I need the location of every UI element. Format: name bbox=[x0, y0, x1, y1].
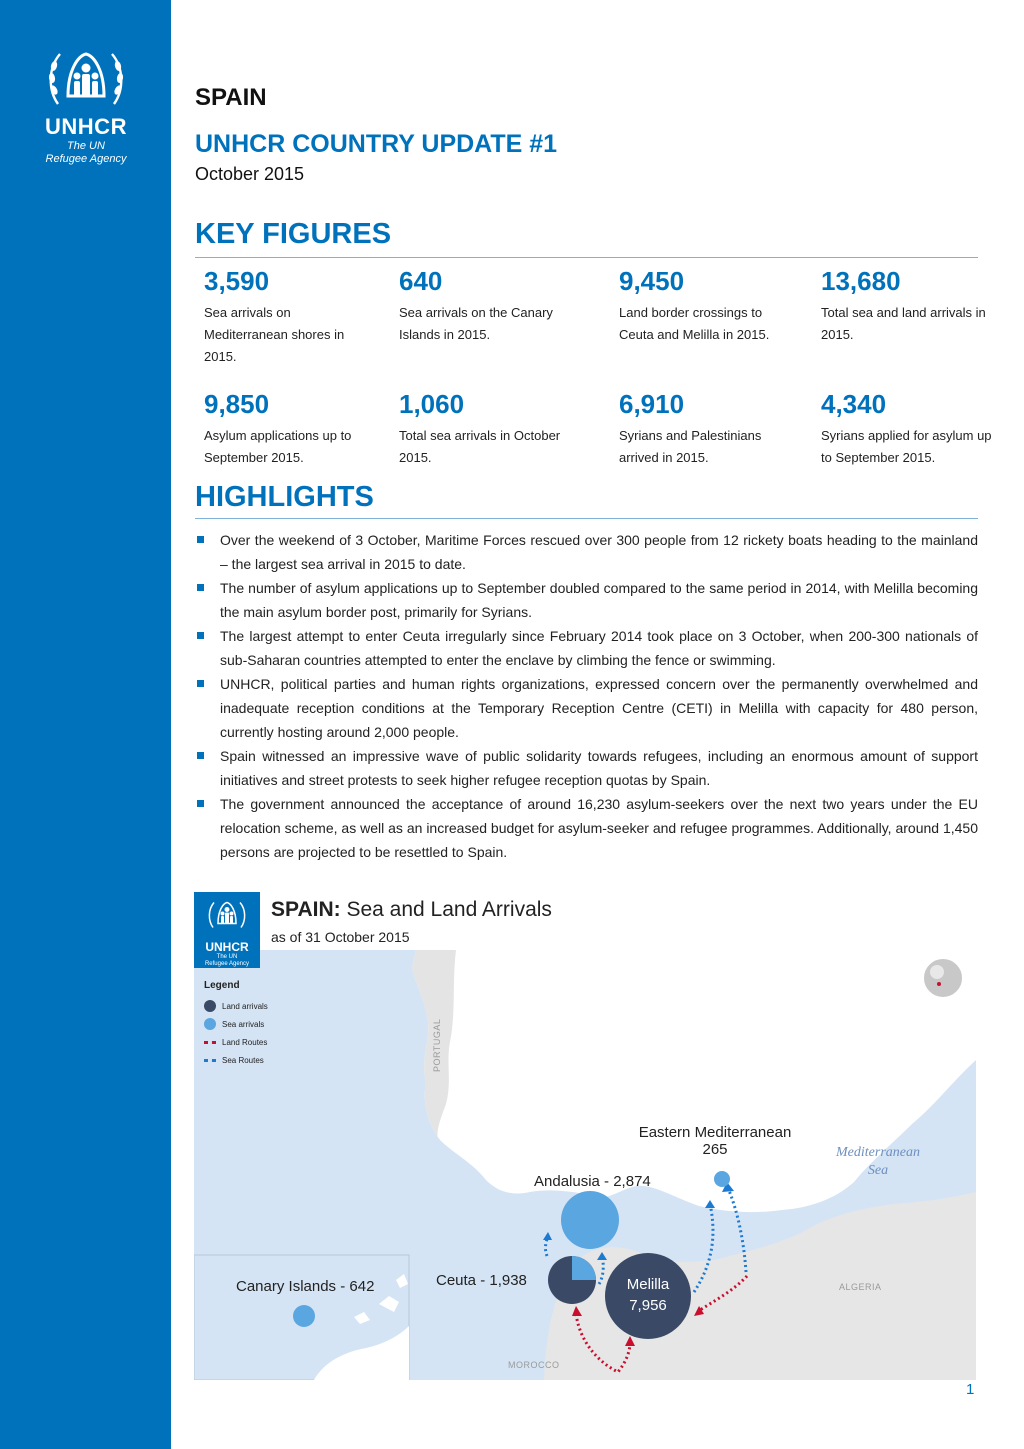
highlights-divider bbox=[195, 518, 978, 519]
highlight-text: Spain witnessed an impressive wave of public solidarity towards refugees, including an enormous amount of support initiatives and street protests to seek higher refugee reception quotas by Spain. bbox=[220, 748, 978, 788]
east-med-value: 265 bbox=[702, 1141, 728, 1158]
highlight-item bbox=[195, 744, 978, 792]
legend-label: Sea Routes bbox=[222, 1055, 264, 1065]
key-figure-value: 1,060 bbox=[399, 389, 465, 419]
bullet-icon bbox=[197, 752, 204, 759]
map-logo-tagline-1: The UN bbox=[216, 954, 238, 960]
highlight-item bbox=[195, 624, 978, 672]
key-figure-label: Sea arrivals on the Canary Islands in 2015. bbox=[399, 305, 553, 342]
key-figure bbox=[619, 389, 804, 469]
andalusia-arrivals-bubble bbox=[561, 1191, 619, 1249]
highlight-item bbox=[195, 528, 978, 576]
key-figure bbox=[619, 266, 804, 346]
map-logo-tagline-2: Refugee Agency bbox=[204, 961, 250, 967]
key-figure-value: 6,910 bbox=[619, 389, 685, 419]
unhcr-emblem-icon bbox=[44, 46, 128, 112]
key-figure bbox=[399, 266, 584, 346]
page-number: 1 bbox=[966, 1381, 975, 1398]
algeria-label: ALGERIA bbox=[839, 1282, 882, 1292]
highlight-item bbox=[195, 672, 978, 744]
highlights-heading: HIGHLIGHTS bbox=[195, 481, 374, 513]
key-figure-label: Land border crossings to Ceuta and Melilla in 2015. bbox=[619, 305, 770, 342]
canary-islands-label: Canary Islands - 642 bbox=[236, 1278, 375, 1295]
logo-brand: UNHCR bbox=[45, 114, 127, 139]
map-subtitle: as of 31 October 2015 bbox=[271, 929, 410, 945]
key-figures-divider bbox=[195, 257, 978, 258]
key-figure-label: Total sea arrivals in October 2015. bbox=[399, 428, 561, 465]
portugal-label: PORTUGAL bbox=[432, 1018, 442, 1072]
legend-title: Legend bbox=[204, 980, 240, 991]
melilla-label bbox=[608, 1274, 688, 1316]
east-med-arrivals-bubble bbox=[714, 1171, 730, 1187]
key-figure-label: Sea arrivals on Mediterranean shores in 2015. bbox=[204, 305, 345, 364]
land-arrivals-dot-icon bbox=[204, 1000, 216, 1012]
locator-globe-icon bbox=[923, 958, 963, 998]
key-figure-label: Syrians applied for asylum up to September 2015. bbox=[821, 428, 992, 465]
highlights-list bbox=[195, 528, 978, 864]
key-figure bbox=[821, 266, 1006, 346]
legend-row bbox=[204, 1033, 268, 1051]
map-logo-brand: UNHCR bbox=[205, 940, 249, 954]
arrivals-map bbox=[194, 892, 976, 1380]
ceuta-label: Ceuta - 1,938 bbox=[436, 1272, 527, 1289]
morocco-label: MOROCCO bbox=[508, 1360, 560, 1370]
country-name: SPAIN bbox=[195, 84, 267, 111]
legend-label: Land arrivals bbox=[222, 1001, 268, 1011]
key-figure-value: 4,340 bbox=[821, 389, 887, 419]
key-figure-value: 9,850 bbox=[204, 389, 270, 419]
key-figure-label: Asylum applications up to September 2015. bbox=[204, 428, 352, 465]
map-legend bbox=[204, 980, 268, 1069]
key-figure-label: Syrians and Palestinians arrived in 2015. bbox=[619, 428, 762, 465]
sea-label-line-2: Sea bbox=[867, 1163, 889, 1178]
bullet-icon bbox=[197, 536, 204, 543]
highlight-text: Over the weekend of 3 October, Maritime Forces rescued over 300 people from 12 rickety boats heading to the mainland – the largest sea arrival in 2015 to date. bbox=[220, 532, 978, 572]
key-figures-heading: KEY FIGURES bbox=[195, 218, 392, 250]
unhcr-emblem-icon bbox=[206, 896, 248, 934]
andalusia-label: Andalusia - 2,874 bbox=[534, 1173, 651, 1190]
key-figure-value: 3,590 bbox=[204, 266, 270, 296]
highlight-item bbox=[195, 576, 978, 624]
key-figure-value: 9,450 bbox=[619, 266, 685, 296]
key-figure bbox=[399, 389, 584, 469]
highlight-item bbox=[195, 792, 978, 864]
logo-tagline-line-2: Refugee Agency bbox=[45, 153, 127, 165]
land-route-line-icon bbox=[204, 1041, 216, 1044]
map-unhcr-logo bbox=[194, 892, 260, 968]
key-figure bbox=[821, 389, 1006, 469]
document-title: UNHCR COUNTRY UPDATE #1 bbox=[195, 130, 558, 158]
canary-arrivals-bubble bbox=[293, 1305, 315, 1327]
key-figure bbox=[204, 266, 389, 368]
legend-row bbox=[204, 1051, 268, 1069]
key-figure-value: 640 bbox=[399, 266, 443, 296]
highlight-text: The number of asylum applications up to September doubled compared to the same period in 2014, with Melilla becoming the main asylum border post, primarily for Syrians. bbox=[220, 580, 978, 620]
logo-tagline-line-1: The UN bbox=[67, 140, 105, 152]
key-figure bbox=[204, 389, 389, 469]
east-med-label bbox=[630, 1124, 800, 1158]
highlight-text: The largest attempt to enter Ceuta irregularly since February 2014 took place on 3 October, when 200-300 nationals of sub-Saharan countries attempted to enter the enclave by climbing the fence or swimming. bbox=[220, 628, 978, 668]
map-title bbox=[271, 898, 552, 922]
legend-row bbox=[204, 997, 268, 1015]
bullet-icon bbox=[197, 800, 204, 807]
sea-route-line-icon bbox=[204, 1059, 216, 1062]
sea-label-line-1: Mediterranean bbox=[836, 1145, 920, 1160]
map-title-bold: SPAIN: bbox=[271, 898, 341, 921]
sea-arrivals-dot-icon bbox=[204, 1018, 216, 1030]
map-graphic bbox=[194, 892, 976, 1380]
sidebar bbox=[0, 0, 171, 1449]
east-med-name: Eastern Mediterranean bbox=[638, 1124, 792, 1141]
legend-label: Sea arrivals bbox=[222, 1019, 265, 1029]
bullet-icon bbox=[197, 584, 204, 591]
map-title-rest: Sea and Land Arrivals bbox=[340, 898, 552, 921]
highlight-text: The government announced the acceptance of around 16,230 asylum-seekers over the next two years under the EU relocation scheme, as well as an increased budget for asylum-seeker and refugee programmes. Additionally, around 1,450 persons are projected to be resettled to Spain. bbox=[220, 796, 978, 860]
highlight-text: UNHCR, political parties and human rights organizations, expressed concern over the permanently overwhelmed and inadequate reception conditions at the Temporary Reception Centre (CETI) in Melilla with capacity for 480 person, currently hosting around 2,000 people. bbox=[220, 676, 978, 740]
legend-label: Land Routes bbox=[222, 1037, 268, 1047]
mediterranean-sea-label bbox=[822, 1144, 934, 1180]
key-figure-value: 13,680 bbox=[821, 266, 901, 296]
legend-row bbox=[204, 1015, 268, 1033]
document-date: October 2015 bbox=[195, 164, 305, 184]
bullet-icon bbox=[197, 680, 204, 687]
key-figure-label: Total sea and land arrivals in 2015. bbox=[821, 305, 986, 342]
bullet-icon bbox=[197, 632, 204, 639]
melilla-value: 7,956 bbox=[629, 1297, 667, 1314]
unhcr-logo bbox=[30, 46, 142, 166]
melilla-name: Melilla bbox=[626, 1276, 670, 1293]
